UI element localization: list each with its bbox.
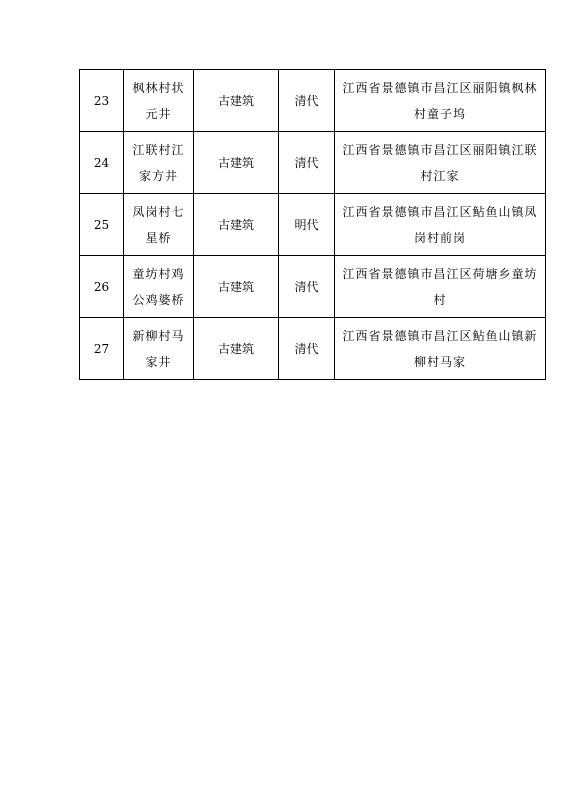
site-address: 江西省景德镇市昌江区丽阳镇枫林村童子坞 xyxy=(335,70,546,132)
site-era: 清代 xyxy=(279,256,335,318)
row-number: 23 xyxy=(80,70,124,132)
table-row xyxy=(80,132,546,194)
site-category: 古建筑 xyxy=(194,256,279,318)
site-name: 凤岗村七星桥 xyxy=(124,194,194,256)
table-row xyxy=(80,194,546,256)
table-row xyxy=(80,70,546,132)
site-era: 清代 xyxy=(279,132,335,194)
site-address: 江西省景德镇市昌江区鲇鱼山镇新柳村马家 xyxy=(335,318,546,380)
table-row xyxy=(80,256,546,318)
row-number: 27 xyxy=(80,318,124,380)
site-category: 古建筑 xyxy=(194,132,279,194)
row-number: 25 xyxy=(80,194,124,256)
site-category: 古建筑 xyxy=(194,70,279,132)
site-address: 江西省景德镇市昌江区鲇鱼山镇凤岗村前岗 xyxy=(335,194,546,256)
site-category: 古建筑 xyxy=(194,318,279,380)
site-era: 明代 xyxy=(279,194,335,256)
site-address: 江西省景德镇市昌江区荷塘乡童坊村 xyxy=(335,256,546,318)
site-category: 古建筑 xyxy=(194,194,279,256)
heritage-sites-table xyxy=(79,69,546,380)
site-era: 清代 xyxy=(279,318,335,380)
row-number: 26 xyxy=(80,256,124,318)
site-era: 清代 xyxy=(279,70,335,132)
site-address: 江西省景德镇市昌江区丽阳镇江联村江家 xyxy=(335,132,546,194)
site-name: 新柳村马家井 xyxy=(124,318,194,380)
table-row xyxy=(80,318,546,380)
site-name: 江联村江家方井 xyxy=(124,132,194,194)
row-number: 24 xyxy=(80,132,124,194)
site-name: 童坊村鸡公鸡婆桥 xyxy=(124,256,194,318)
site-name: 枫林村状元井 xyxy=(124,70,194,132)
